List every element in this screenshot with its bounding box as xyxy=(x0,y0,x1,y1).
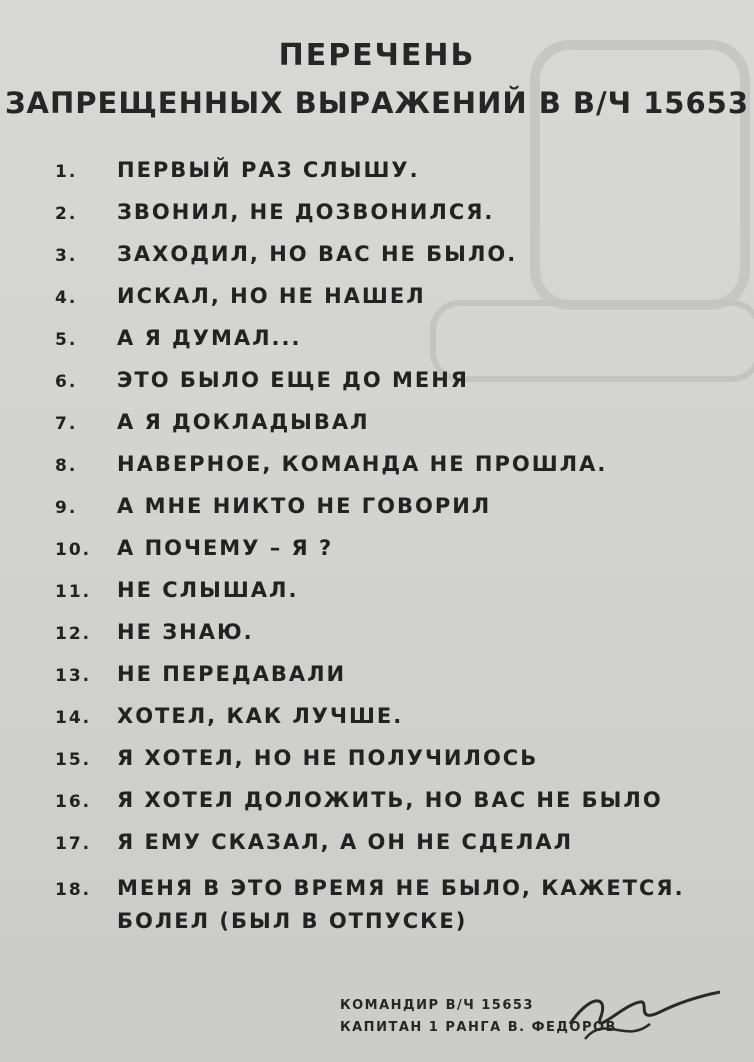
item-text: ЗВОНИЛ, НЕ ДОЗВОНИЛСЯ. xyxy=(117,200,495,224)
item-text: МЕНЯ В ЭТО ВРЕМЯ НЕ БЫЛО, КАЖЕТСЯ. БОЛЕЛ (БЫЛ В ОТПУСКЕ) xyxy=(117,876,685,933)
list-item xyxy=(55,452,735,494)
document-subtitle: ЗАПРЕЩЕННЫХ ВЫРАЖЕНИЙ В В/Ч 15653 xyxy=(4,86,750,120)
item-number: 14. xyxy=(55,708,92,728)
item-number: 12. xyxy=(55,624,92,644)
signature-position: КОМАНДИР В/Ч 15653 xyxy=(340,998,534,1013)
item-text: НЕ СЛЫШАЛ. xyxy=(117,578,299,602)
list-item xyxy=(55,158,735,200)
list-item xyxy=(55,410,735,452)
item-number: 15. xyxy=(55,750,92,770)
list-item xyxy=(55,662,735,704)
item-number: 1. xyxy=(55,162,78,182)
item-number: 5. xyxy=(55,330,78,350)
item-number: 3. xyxy=(55,246,78,266)
item-number: 7. xyxy=(55,414,78,434)
list-item xyxy=(55,620,735,662)
item-number: 16. xyxy=(55,792,92,812)
item-text: НАВЕРНОЕ, КОМАНДА НЕ ПРОШЛА. xyxy=(117,452,608,476)
item-number: 8. xyxy=(55,456,78,476)
item-text: А МНЕ НИКТО НЕ ГОВОРИЛ xyxy=(117,494,492,518)
document-title: ПЕРЕЧЕНЬ xyxy=(278,38,476,73)
item-number: 2. xyxy=(55,204,78,224)
list-item xyxy=(55,284,735,326)
item-text: А Я ДУМАЛ... xyxy=(117,326,302,350)
item-text: Я ХОТЕЛ ДОЛОЖИТЬ, НО ВАС НЕ БЫЛО xyxy=(117,788,663,812)
item-number: 18. xyxy=(55,880,92,900)
item-text: ПЕРВЫЙ РАЗ СЛЫШУ. xyxy=(117,158,420,182)
list-item xyxy=(55,242,735,284)
list-item xyxy=(55,536,735,578)
item-text: ХОТЕЛ, КАК ЛУЧШЕ. xyxy=(117,704,404,728)
item-text: Я ЕМУ СКАЗАЛ, А ОН НЕ СДЕЛАЛ xyxy=(117,830,574,854)
item-number: 13. xyxy=(55,666,92,686)
item-text: ЭТО БЫЛО ЕЩЕ ДО МЕНЯ xyxy=(117,368,469,392)
item-text: ИСКАЛ, НО НЕ НАШЕЛ xyxy=(117,284,426,308)
item-text: НЕ ПЕРЕДАВАЛИ xyxy=(117,662,347,686)
item-number: 6. xyxy=(55,372,78,392)
list-item xyxy=(55,200,735,242)
list-item xyxy=(55,368,735,410)
signature-name: КАПИТАН 1 РАНГА В. ФЕДОРОВ xyxy=(340,1020,617,1035)
item-text: НЕ ЗНАЮ. xyxy=(117,620,254,644)
item-text: А ПОЧЕМУ – Я ? xyxy=(117,536,334,560)
item-text: ЗАХОДИЛ, НО ВАС НЕ БЫЛО. xyxy=(117,242,518,266)
list-item xyxy=(55,746,735,788)
list-item xyxy=(55,830,735,872)
list-item xyxy=(55,578,735,620)
item-number: 4. xyxy=(55,288,78,308)
list-item xyxy=(55,326,735,368)
list-item xyxy=(55,872,735,952)
item-number: 9. xyxy=(55,498,78,518)
item-number: 11. xyxy=(55,582,92,602)
item-number: 10. xyxy=(55,540,92,560)
item-text: Я ХОТЕЛ, НО НЕ ПОЛУЧИЛОСЬ xyxy=(117,746,539,770)
handwritten-signature xyxy=(530,984,730,1054)
list-item xyxy=(55,494,735,536)
item-text: А Я ДОКЛАДЫВАЛ xyxy=(117,410,370,434)
item-number: 17. xyxy=(55,834,92,854)
list-item xyxy=(55,788,735,830)
list-item xyxy=(55,704,735,746)
